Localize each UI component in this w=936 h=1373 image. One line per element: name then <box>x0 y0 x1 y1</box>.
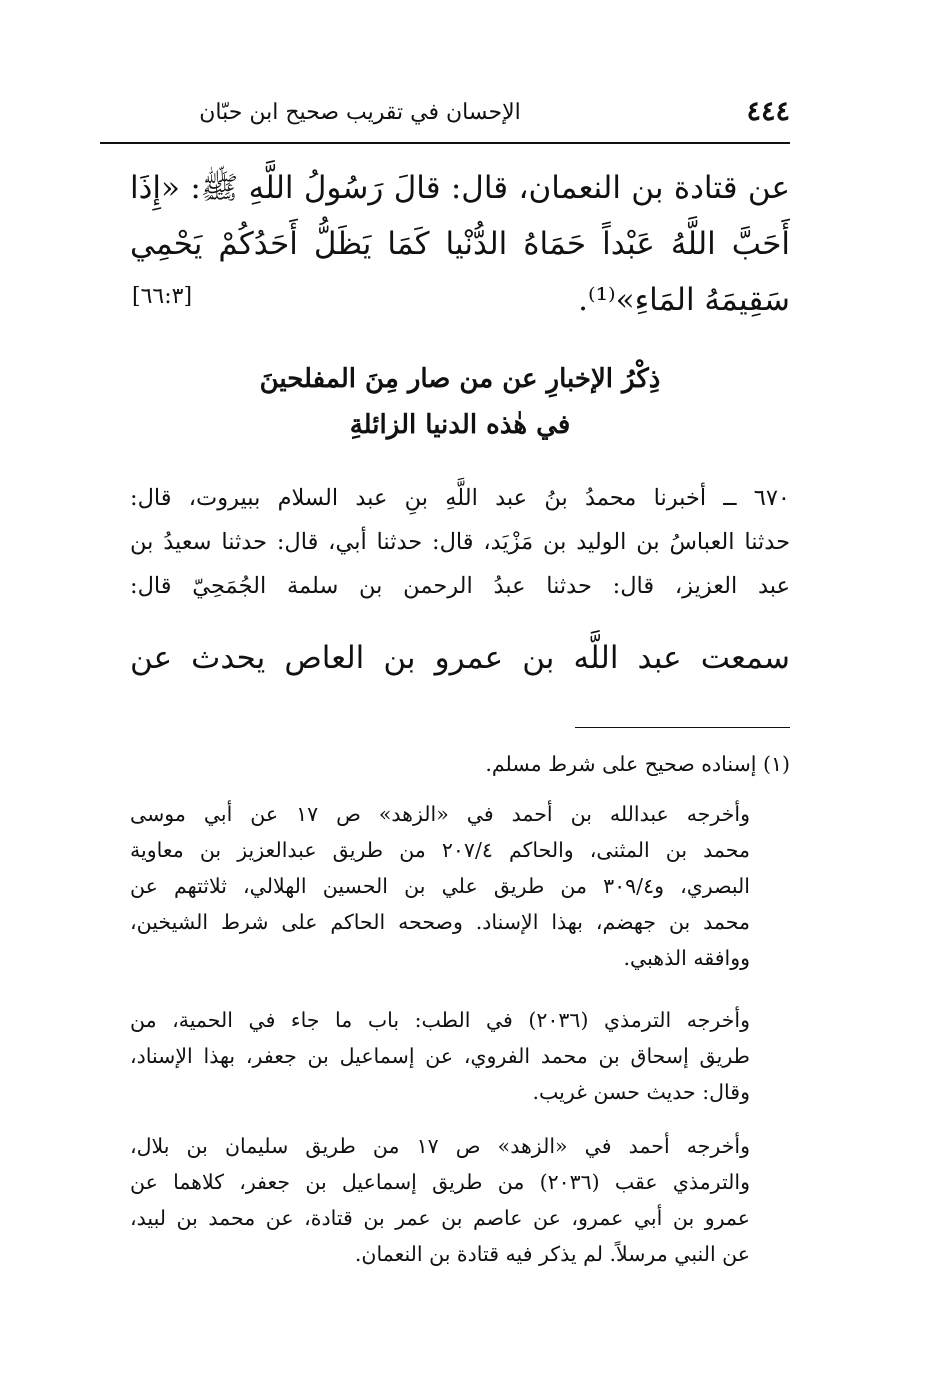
footnote-line: طريق إسحاق بن محمد الفروي، عن إسماعيل بن جعفر، بهذا الإسناد، <box>130 1044 750 1068</box>
text-line: عن قتادة بن النعمان، قال: قالَ رَسُولُ اللَّهِ ﷺ: «إِذَا <box>130 170 790 206</box>
footnote-line: وأخرجه عبدالله بن أحمد في «الزهد» ص ١٧ عن أبي موسى <box>130 802 751 826</box>
footnote-line: وأخرجه أحمد في «الزهد» ص ١٧ من طريق سليمان بن بلال، <box>130 1134 750 1158</box>
hadith-670 <box>130 476 790 608</box>
footnote-line: محمد بن جهضم، بهذا الإسناد. وصححه الحاكم على شرط الشيخين، <box>130 910 750 934</box>
running-title: الإحسان في تقريب صحيح ابن حبّان <box>199 100 521 125</box>
page-header <box>100 96 790 136</box>
previous-hadith <box>130 160 790 328</box>
section-heading <box>130 356 790 448</box>
footnote-1 <box>130 746 790 782</box>
page-number: ٤٤٤ <box>746 96 790 127</box>
footnote-rule <box>575 727 790 728</box>
footnote-line: وقال: حديث حسن غريب. <box>532 1080 750 1104</box>
footnote-paragraph-2 <box>130 1002 750 1110</box>
footnote-line: البصري، و٣٠٩/٤ من طريق علي بن الحسين الهلالي، ثلاثتهم عن <box>130 874 750 898</box>
hadith-reference: [٦٦:٣] <box>132 284 193 309</box>
isnad-line: ٦٧٠ ــ أخبرنا محمدُ بنُ عبد اللَّهِ بنِ عبد السلام ببيروت، قال: <box>130 485 790 511</box>
footnote-line: عن النبي مرسلاً. لم يذكر فيه قتادة بن النعمان. <box>354 1242 750 1266</box>
footnote-paragraph-1 <box>130 796 750 976</box>
footnote-line: والترمذي عقب (٢٠٣٦) من طريق إسماعيل بن جعفر، كلاهما عن <box>130 1170 750 1194</box>
hadith-670-matn <box>130 630 790 686</box>
footnote-line: عمرو بن أبي عمرو، عن عاصم بن عمر بن قتادة، عن محمد بن لبيد، <box>130 1206 750 1230</box>
footnote-line: وأخرجه الترمذي (٢٠٣٦) في الطب: باب ما جاء في الحمية، من <box>130 1008 750 1032</box>
text-line: أَحَبَّ اللَّهُ عَبْداً حَمَاهُ الدُّنْيا كَمَا يَظَلُّ أَحَدُكُمْ يَحْمِي <box>130 226 790 262</box>
footnote-line: (١) إسناده صحيح على شرط مسلم. <box>485 752 790 776</box>
isnad-line: عبد العزيز، قال: حدثنا عبدُ الرحمن بن سلمة الجُمَحِيّ قال: <box>130 573 790 599</box>
isnad-line: حدثنا العباسُ بن الوليد بن مَزْيَد، قال: حدثنا أبي، قال: حدثنا سعيدُ بن <box>130 529 790 555</box>
footnote-line: محمد بن المثنى، والحاكم ٢٠٧/٤ من طريق عبدالعزيز بن معاوية <box>130 838 750 862</box>
heading-line-1: ذِكْرُ الإخبارِ عن من صار مِنَ المفلحينَ <box>259 364 661 394</box>
heading-line-2: في هٰذه الدنيا الزائلةِ <box>349 410 571 440</box>
footnote-line: ووافقه الذهبي. <box>623 946 750 970</box>
footnote-paragraph-3 <box>130 1128 750 1272</box>
matn-line: سمعت عبد اللَّه بن عمرو بن العاص يحدث عن <box>130 640 790 676</box>
header-rule <box>100 142 790 144</box>
text-line: سَقِيمَهُ المَاءِ»⁽¹⁾. <box>578 282 790 318</box>
